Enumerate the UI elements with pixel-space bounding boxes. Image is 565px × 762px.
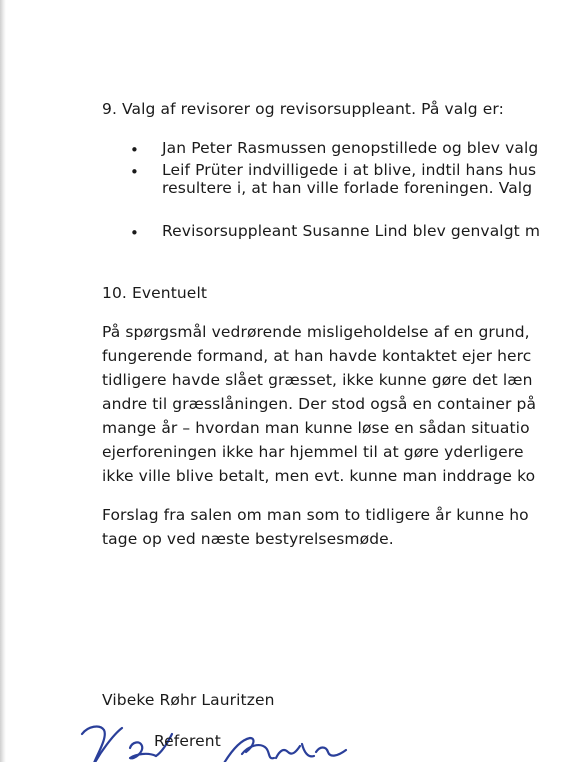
paragraph-line: ikke ville blive betalt, men evt. kunne man inddrage ko	[102, 467, 536, 485]
bullet-marker: •	[130, 163, 139, 181]
bullet-text-line: Jan Peter Rasmussen genopstillede og blev valg	[162, 139, 539, 157]
paragraph-line: tage op ved næste bestyrelsesmøde.	[102, 530, 394, 548]
bullet-text-line: resultere i, at han ville forlade foreningen. Valg	[162, 179, 533, 197]
section-10-heading: 10. Eventuelt	[102, 284, 208, 302]
signatory-role: Referent	[154, 732, 221, 750]
paragraph-line: På spørgsmål vedrørende misligeholdelse af en grund,	[102, 323, 530, 341]
paragraph-line: tidligere havde slået græsset, ikke kunne gøre det læn	[102, 371, 533, 389]
paragraph-line: fungerende formand, at han havde kontaktet ejer herc	[102, 347, 532, 365]
bullet-text-line: Revisorsuppleant Susanne Lind blev genvalgt m	[162, 222, 541, 240]
bullet-marker: •	[130, 224, 139, 242]
bullet-marker: •	[130, 141, 139, 159]
signatory-name: Vibeke Røhr Lauritzen	[102, 691, 275, 709]
bullet-text-line: Leif Prüter indvilligede i at blive, indtil hans hus	[162, 161, 537, 179]
paragraph-line: Forslag fra salen om man som to tidligere år kunne ho	[102, 506, 529, 524]
paragraph-line: andre til græsslåningen. Der stod også en container på	[102, 395, 537, 413]
paragraph-line: mange år – hvordan man kunne løse en sådan situatio	[102, 419, 530, 437]
section-9-heading: 9. Valg af revisorer og revisorsuppleant. På valg er:	[102, 100, 504, 118]
paragraph-line: ejerforeningen ikke har hjemmel til at gøre yderligere	[102, 443, 524, 461]
